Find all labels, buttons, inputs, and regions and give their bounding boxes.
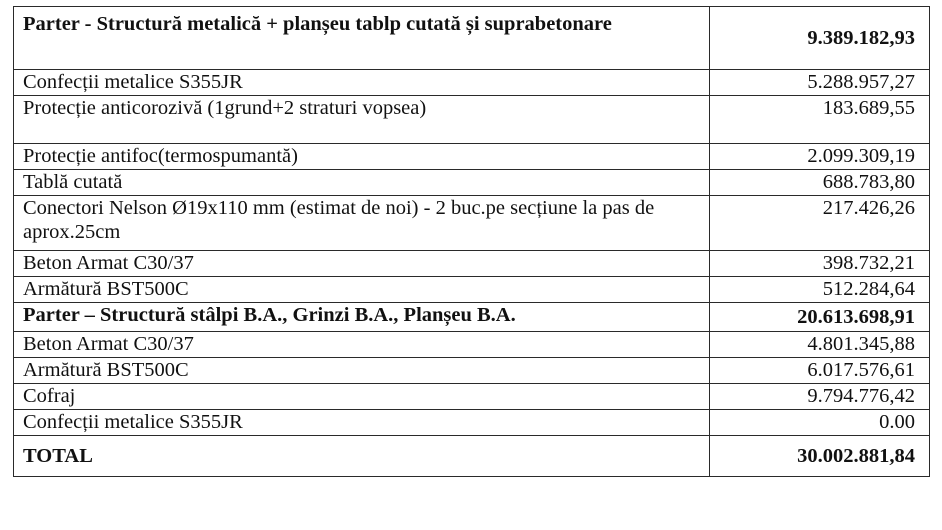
table-row — [14, 410, 930, 436]
item-label: Parter - Structură metalică + planșeu tablp cutată și suprabetonare — [14, 7, 710, 70]
item-label: Beton Armat C30/37 — [14, 251, 710, 277]
cost-table — [13, 6, 930, 477]
item-amount: 9.794.776,42 — [710, 384, 930, 410]
item-amount: 0.00 — [710, 410, 930, 436]
table-row — [14, 277, 930, 303]
item-amount: 183.689,55 — [710, 96, 930, 144]
item-label: Beton Armat C30/37 — [14, 332, 710, 358]
item-amount: 217.426,26 — [710, 196, 930, 251]
item-label: Protecție antifoc(termospumantă) — [14, 144, 710, 170]
item-label: TOTAL — [14, 436, 710, 477]
item-label: Armătură BST500C — [14, 358, 710, 384]
table-section-row — [14, 436, 930, 477]
table-row — [14, 96, 930, 144]
item-amount: 512.284,64 — [710, 277, 930, 303]
table-row — [14, 170, 930, 196]
item-amount: 9.389.182,93 — [710, 7, 930, 70]
item-label: Conectori Nelson Ø19x110 mm (estimat de noi) - 2 buc.pe secțiune la pas de aprox.25cm — [14, 196, 710, 251]
item-amount: 688.783,80 — [710, 170, 930, 196]
table-row — [14, 196, 930, 251]
item-amount: 5.288.957,27 — [710, 70, 930, 96]
item-amount: 30.002.881,84 — [710, 436, 930, 477]
table-row — [14, 70, 930, 96]
cost-table-body — [14, 7, 930, 477]
item-label: Tablă cutată — [14, 170, 710, 196]
item-amount: 6.017.576,61 — [710, 358, 930, 384]
table-row — [14, 332, 930, 358]
item-amount: 4.801.345,88 — [710, 332, 930, 358]
table-row — [14, 384, 930, 410]
item-amount: 20.613.698,91 — [710, 303, 930, 332]
item-label: Parter – Structură stâlpi B.A., Grinzi B.A., Planșeu B.A. — [14, 303, 710, 332]
table-row — [14, 358, 930, 384]
item-amount: 398.732,21 — [710, 251, 930, 277]
table-row — [14, 251, 930, 277]
item-label: Confecții metalice S355JR — [14, 70, 710, 96]
item-label: Protecție anticorozivă (1grund+2 straturi vopsea) — [14, 96, 710, 144]
table-section-row — [14, 7, 930, 70]
item-label: Cofraj — [14, 384, 710, 410]
item-label: Confecții metalice S355JR — [14, 410, 710, 436]
table-row — [14, 144, 930, 170]
item-label: Armătură BST500C — [14, 277, 710, 303]
item-amount: 2.099.309,19 — [710, 144, 930, 170]
table-section-row — [14, 303, 930, 332]
